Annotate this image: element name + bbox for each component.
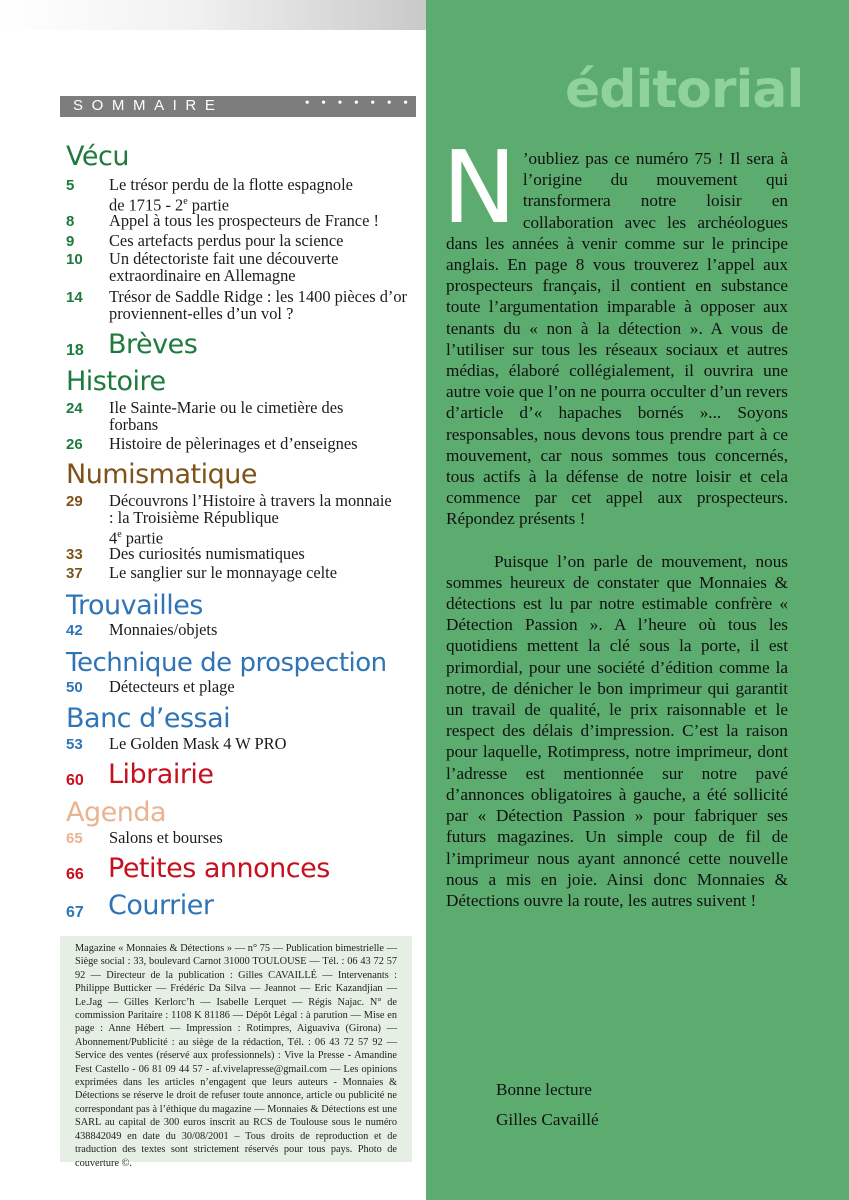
- toc-title: Salons et bourses: [109, 828, 223, 847]
- toc-title: Appel à tous les prospecteurs de France !: [109, 211, 379, 230]
- toc-page-number: 18: [66, 342, 84, 359]
- toc-page-number: 60: [66, 772, 84, 789]
- editorial-body: [442, 129, 788, 911]
- toc-page-number: 29: [66, 493, 83, 510]
- toc-page-number: 24: [66, 400, 83, 417]
- toc-page-number: 66: [66, 866, 84, 883]
- toc-page-number: 53: [66, 736, 83, 753]
- sommaire-label: SOMMAIRE: [73, 97, 224, 114]
- section-title-numismatique: Numismatique: [66, 459, 257, 490]
- section-title-trouvailles: Trouvailles: [66, 590, 203, 621]
- editorial-title: éditorial: [565, 60, 804, 120]
- toc-page-number: 8: [66, 213, 75, 230]
- toc-title: Le trésor perdu de la flotte espagnole de 1715 - 2e partie: [109, 175, 353, 215]
- toc-page-number: 14: [66, 289, 83, 306]
- imprint-box: [60, 936, 412, 1169]
- toc-page-number: 33: [66, 546, 83, 563]
- toc-title: Le sanglier sur le monnayage celte: [109, 563, 338, 582]
- top-gradient-bar: [0, 0, 426, 30]
- editorial-author: Gilles Cavaillé: [496, 1110, 599, 1129]
- editorial-closing: Bonne lecture: [496, 1080, 592, 1099]
- toc-page-number: 26: [66, 436, 83, 453]
- toc-title: Le Golden Mask 4 W PRO: [109, 734, 287, 753]
- toc-page-number: 37: [66, 565, 83, 582]
- section-title-breves[interactable]: Brèves: [108, 329, 198, 360]
- section-title-librairie[interactable]: Librairie: [108, 759, 214, 790]
- section-title-courrier[interactable]: Courrier: [108, 890, 214, 921]
- sommaire-header: [60, 96, 416, 117]
- section-title-banc-essai: Banc d’essai: [66, 703, 231, 734]
- imprint-text: Magazine « Monnaies & Détections » — n° 75 — Publication bimestrielle — Siège social : 33, boulevard Carnot 31000 TOULOUSE — Tél. : 06 43 72 57 92 — Directeur de la publication : Gilles CAVAILLÉ — Intervenants : Philippe Butticker — Frédéric Da Silva — Jeannot — Eric Kazandjian — Le.Jag — Gilles Kerlorc’h — Isabelle Lerquet — Régis Najac. N° de commission Paritaire : 1108 K 81186 — Dépôt Légal : à parution — Mise en page : Anne Hébert — Impression : Rotimpres, Aiguaviva (Girona) — Abonnement/Publicité : au siège de la rédaction, Tél. : 06 43 72 57 92 — Service des ventes (réservé aux professionnels) : Vive la Presse - Amandine Fest Castello - 06 81 09 44 57 - af.vivelapresse@gmail.com — Les opinions exprimées dans les articles n’engagent que leurs auteurs - Monnaies & Détections se réserve le droit de refuser toute annonce, article ou publicité ne correspondant pas à l’éthique du magazine — Monnaies & Détections est une SARL au capital de 300 euros inscrit au RCS de Toulouse sous le numéro 438842049 en date du 30/08/2001 – Tous droits de reproduction et de traduction des textes sont strictement réservés pour tous pays. Photo de couverture ©.: [75, 943, 397, 1169]
- dropcap-letter: N: [442, 129, 517, 246]
- section-title-technique: Technique de prospection: [66, 648, 387, 678]
- editorial-paragraph-2: Puisque l’on parle de mouvement, nous sommes heureux de constater que Monnaies & détections est lu par notre estimable confrère « Détection Passion ». A l’heure où tous les quotidiens mettent la clé sous la porte, il est primordial, pour une société d’édition comme la notre, de dénicher le bon imprimeur qui garantit un travail de qualité, le prix raisonnable et le respect des délais d’impression. C’est la raison pour laquelle, Rotimpress, notre imprimeur, dont l’adresse est mentionnée sur notre pavé d’annonces obligatoires à gauche, a été sollicité par « Détection Passion » pour fabriquer ses futurs magazines. Un simple coup de fil de l’imprimeur nous ayant annoncé cette nouvelle nous a mis en joie. Ainsi donc Monnaies & Détections ouvre la route, les autres suivent !: [446, 551, 788, 910]
- toc-title: Un détectoriste fait une découverte extraordinaire en Allemagne: [109, 249, 339, 285]
- section-title-petites-annonces[interactable]: Petites annonces: [108, 853, 330, 884]
- toc-title: Histoire de pèlerinages et d’enseignes: [109, 434, 358, 453]
- toc-page-number: 9: [66, 233, 75, 250]
- editorial-paragraph-1: N ’oubliez pas ce numéro 75 ! Il sera à l’origine du mouvement qui transformera notre loisir en collaboration avec les archéologues dans les années à venir comme sur le principe anglais. En page 8 vous trouverez l’appel aux prospecteurs français, il contient en substance toute l’argumentation imparable à opposer aux tenants du « non à la détection ». A vous de l’utiliser sur tous les réseaux sociaux et autres médias, élaboré collégialement, il ouvrira une autre voie que l’on ne pourra occulter d’un revers d’article d’« hapaches bornés »... Soyons responsables, nous devons tous prendre part à ce mouvement, car nous sommes tous concernés, tous actifs à la défense de notre loisir et cela commence par cet appel aux prospecteurs. Répondez présents !: [442, 129, 788, 529]
- section-title-agenda: Agenda: [66, 797, 167, 828]
- toc-title: Monnaies/objets: [109, 620, 218, 639]
- toc-title: Trésor de Saddle Ridge : les 1400 pièces d’or proviennent-elles d’un vol ?: [109, 287, 408, 323]
- toc-page-number: 42: [66, 622, 83, 639]
- toc-title: Découvrons l’Histoire à travers la monnaie : la Troisième République 4e partie: [109, 491, 392, 548]
- toc-title: Des curiosités numismatiques: [109, 544, 305, 563]
- toc-page-number: 5: [66, 177, 75, 194]
- toc-title: Ile Sainte-Marie ou le cimetière des forbans: [109, 398, 344, 434]
- section-title-histoire: Histoire: [66, 366, 166, 397]
- toc-page-number: 10: [66, 251, 83, 268]
- toc-page-number: 50: [66, 679, 83, 696]
- toc-title: Détecteurs et plage: [109, 677, 235, 696]
- toc-page-number: 65: [66, 830, 83, 847]
- section-title-vecu: Vécu: [66, 141, 129, 172]
- toc-page-number: 67: [66, 904, 84, 921]
- sommaire-dots: • • • • • • •: [304, 96, 412, 111]
- toc-title: Ces artefacts perdus pour la science: [109, 231, 344, 250]
